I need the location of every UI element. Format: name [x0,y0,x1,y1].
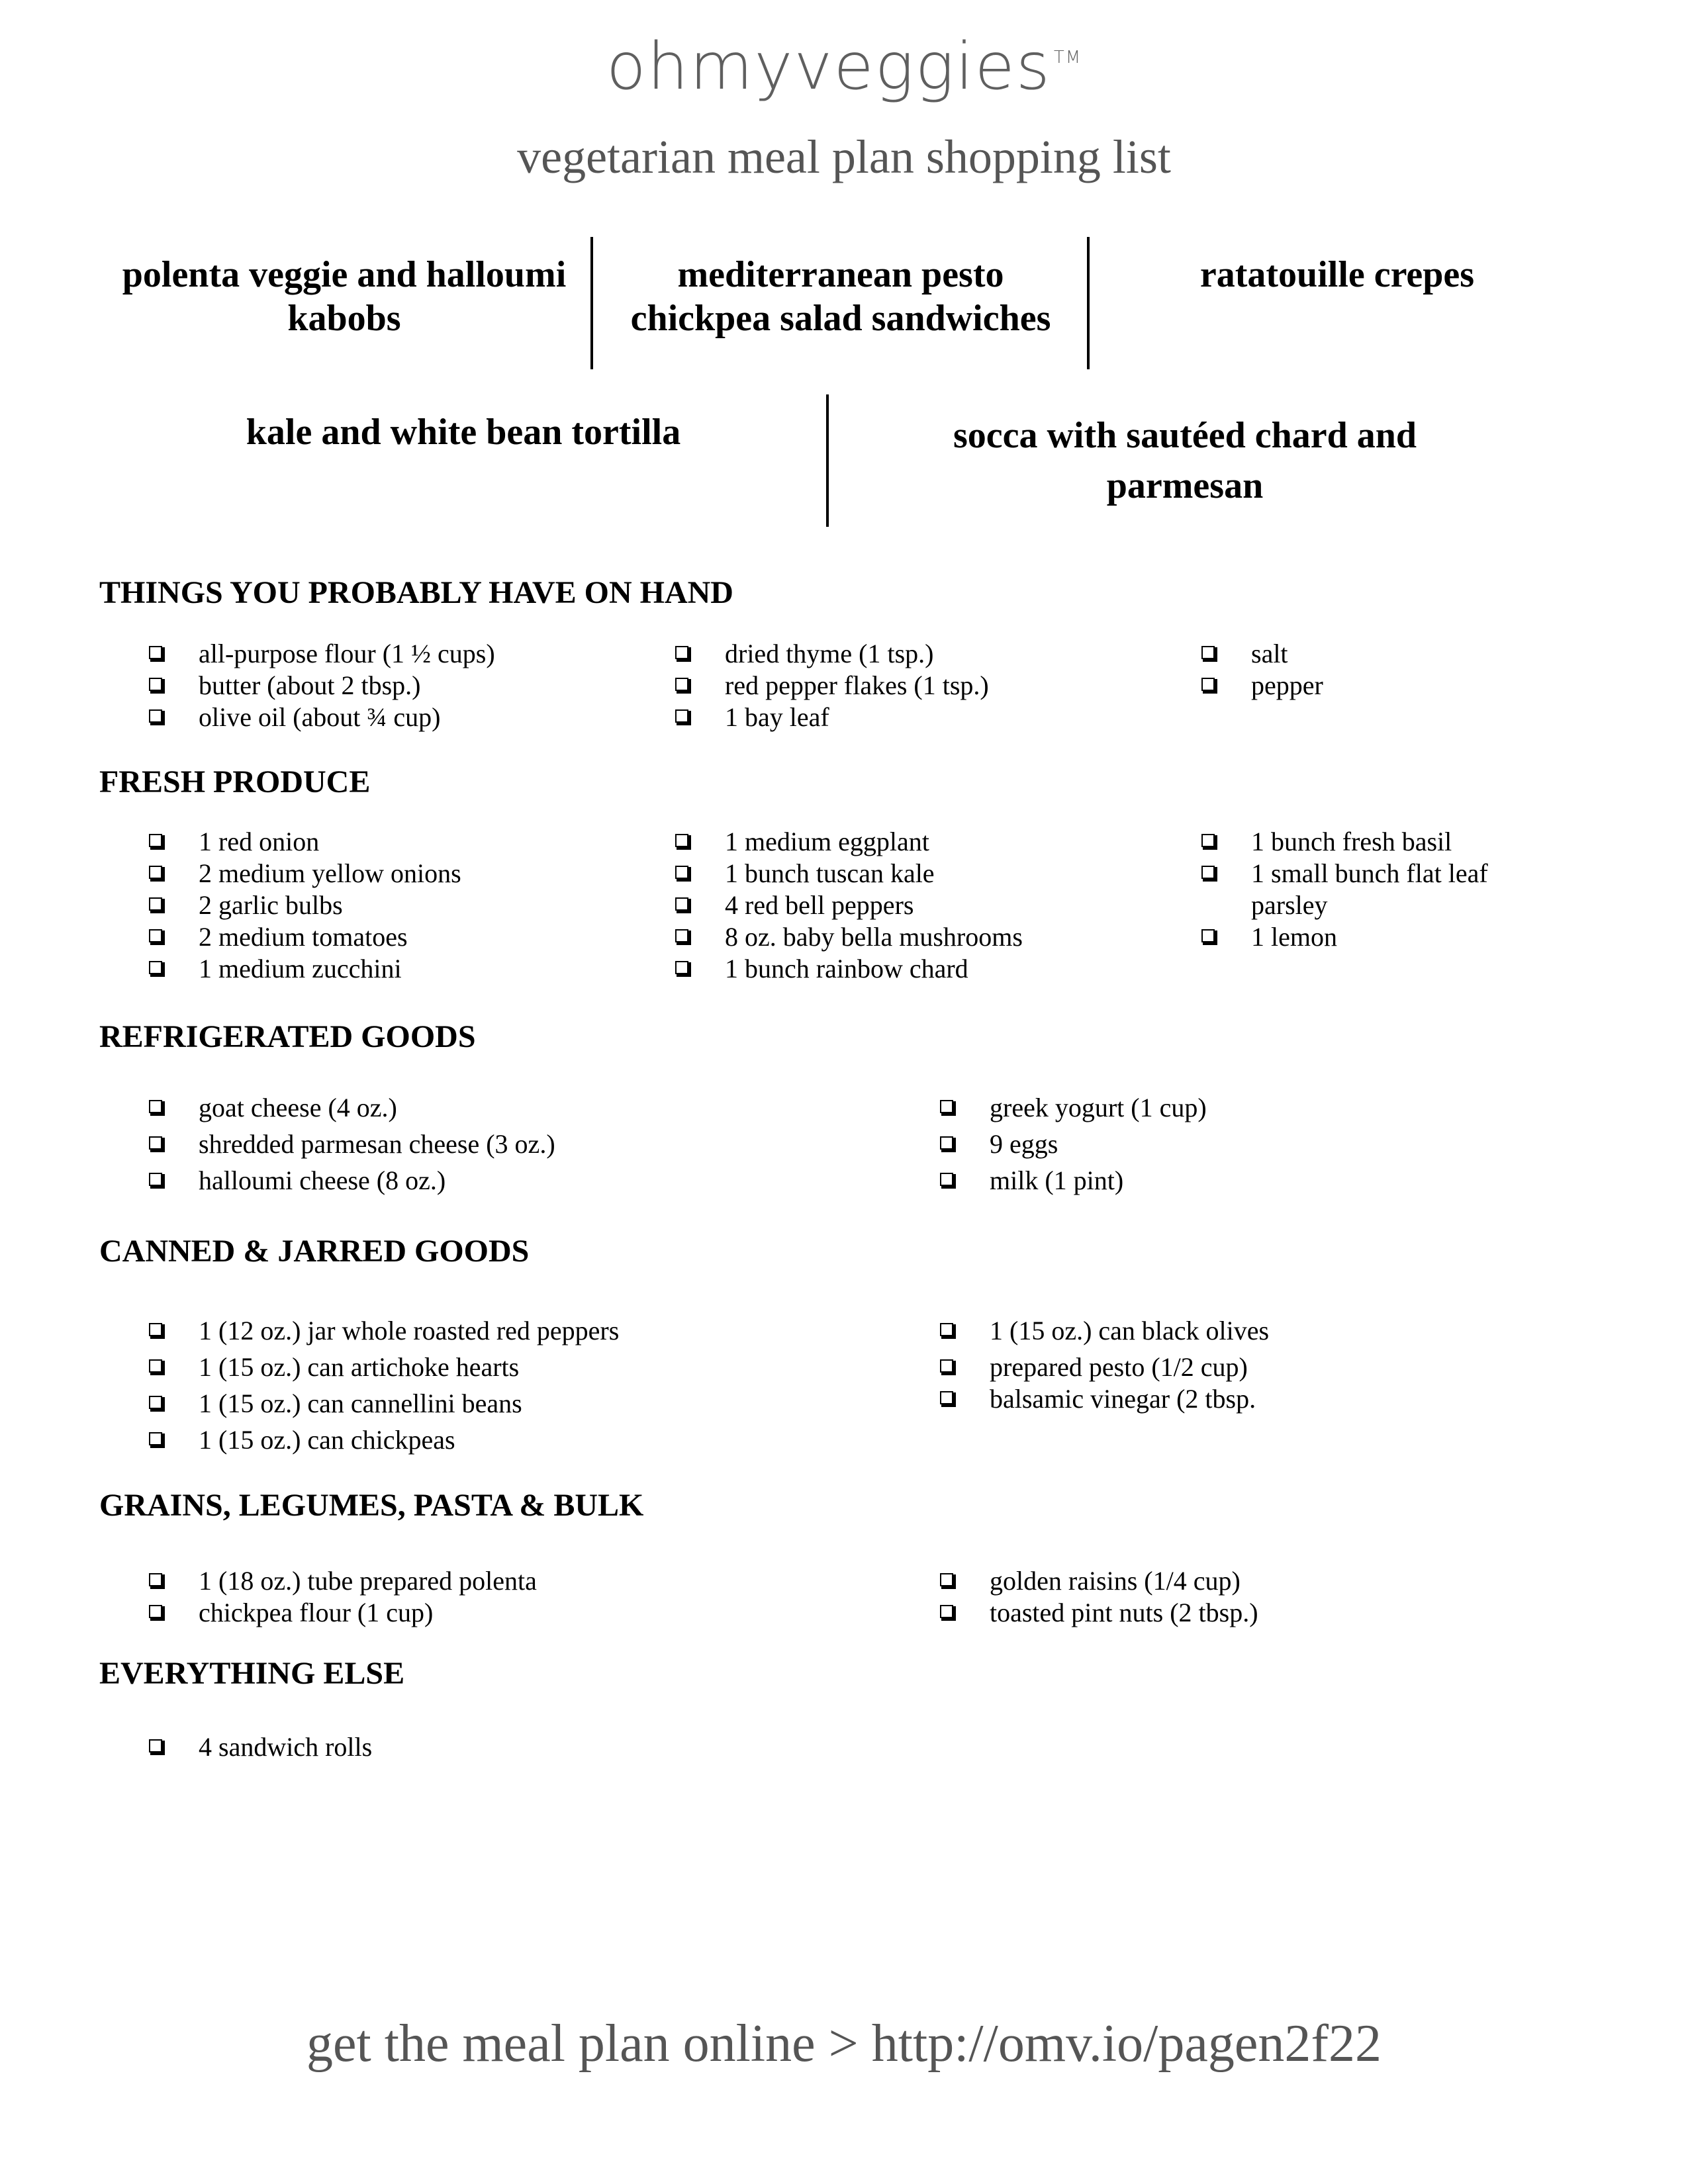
checkbox[interactable] [940,1391,953,1404]
list-item: 1 (15 oz.) can chickpeas [149,1424,877,1456]
checkbox[interactable] [940,1100,953,1113]
list-item: greek yogurt (1 cup) [940,1092,1536,1124]
section-heading: GRAINS, LEGUMES, PASTA & BULK [99,1488,644,1523]
list-item: 1 bunch rainbow chard [675,953,1152,985]
list-item: 1 medium eggplant [675,826,1152,858]
checkbox[interactable] [1201,678,1215,691]
checkbox[interactable] [149,1396,162,1409]
column-divider [1087,237,1090,369]
list-item: 1 red onion [149,826,612,858]
checkbox[interactable] [149,1605,162,1618]
list-item: butter (about 2 tbsp.) [149,670,612,702]
page-subtitle: vegetarian meal plan shopping list [517,130,1171,183]
recipe-title: ratatouille crepes [1199,254,1475,295]
column-divider [826,394,829,527]
checkbox[interactable] [149,1359,162,1373]
list-item: prepared pesto (1/2 cup) [940,1351,1536,1383]
checkbox[interactable] [675,897,688,911]
checkbox[interactable] [675,866,688,879]
list-item: 1 small bunch flat leaf parsley [1201,858,1546,921]
checkbox[interactable] [940,1323,953,1336]
recipe-title: polenta veggie and halloumi kabobs [122,254,567,339]
checkbox[interactable] [675,678,688,691]
checkbox[interactable] [149,866,162,879]
trademark: TM [1053,48,1082,68]
list-item: 9 eggs [940,1128,1536,1160]
list-item: 1 (15 oz.) can artichoke hearts [149,1351,877,1383]
recipe-title: kale and white bean tortilla [246,412,681,453]
list-item: halloumi cheese (8 oz.) [149,1165,811,1197]
list-item: 1 lemon [1201,921,1546,953]
checkbox[interactable] [940,1605,953,1618]
list-item: milk (1 pint) [940,1165,1536,1197]
list-item: 4 red bell peppers [675,889,1152,921]
list-item: 4 sandwich rolls [149,1731,877,1763]
list-item: 2 garlic bulbs [149,889,612,921]
checkbox[interactable] [675,929,688,942]
checkbox[interactable] [149,1136,162,1150]
section-heading: REFRIGERATED GOODS [99,1019,476,1054]
list-item: 1 (18 oz.) tube prepared polenta [149,1565,877,1597]
section-heading: THINGS YOU PROBABLY HAVE ON HAND [99,575,733,610]
list-item: 1 (15 oz.) can cannellini beans [149,1388,877,1420]
list-item: balsamic vinegar (2 tbsp. [940,1383,1536,1415]
checkbox[interactable] [940,1573,953,1586]
checkbox[interactable] [1201,834,1215,847]
list-item: salt [1201,638,1532,670]
checkbox[interactable] [940,1136,953,1150]
list-item: 1 bunch tuscan kale [675,858,1152,889]
list-item: olive oil (about ¾ cup) [149,702,612,733]
list-item: 1 bay leaf [675,702,1139,733]
section-heading: CANNED & JARRED GOODS [99,1234,530,1269]
list-item: 8 oz. baby bella mushrooms [675,921,1152,953]
list-item: pepper [1201,670,1532,702]
list-item: toasted pint nuts (2 tbsp.) [940,1597,1536,1629]
checkbox[interactable] [149,1173,162,1186]
checkbox[interactable] [1201,866,1215,879]
logo: ohmyveggies ™ [606,29,1082,105]
checkbox[interactable] [940,1173,953,1186]
footer-link[interactable]: get the meal plan online > http://omv.io/pagen2f22 [306,2015,1382,2073]
checkbox[interactable] [149,1739,162,1752]
checkbox[interactable] [1201,646,1215,659]
checkbox[interactable] [149,646,162,659]
checkbox[interactable] [149,709,162,723]
checkbox[interactable] [940,1359,953,1373]
list-item: 1 (15 oz.) can black olives [940,1315,1536,1347]
checkbox[interactable] [675,709,688,723]
section-heading: FRESH PRODUCE [99,764,371,799]
list-item: dried thyme (1 tsp.) [675,638,1139,670]
list-item: 2 medium tomatoes [149,921,612,953]
checkbox[interactable] [675,961,688,974]
checkbox[interactable] [675,834,688,847]
checkbox[interactable] [149,929,162,942]
checkbox[interactable] [675,646,688,659]
list-item: 1 bunch fresh basil [1201,826,1546,858]
checkbox[interactable] [1201,929,1215,942]
list-item: 1 medium zucchini [149,953,612,985]
list-item: 1 (12 oz.) jar whole roasted red peppers [149,1315,877,1347]
checkbox[interactable] [149,1432,162,1445]
list-item: all-purpose flour (1 ½ cups) [149,638,612,670]
list-item: red pepper flakes (1 tsp.) [675,670,1139,702]
checkbox[interactable] [149,1100,162,1113]
checkbox[interactable] [149,834,162,847]
recipe-title: mediterranean pesto chickpea salad sandwiches [630,254,1051,339]
checkbox[interactable] [149,678,162,691]
checkbox[interactable] [149,961,162,974]
list-item: 2 medium yellow onions [149,858,612,889]
list-item: shredded parmesan cheese (3 oz.) [149,1128,811,1160]
column-divider [590,237,593,369]
list-item: goat cheese (4 oz.) [149,1092,811,1124]
section-heading: EVERYTHING ELSE [99,1656,405,1691]
recipe-title: socca with sautéed chard and parmesan [953,415,1417,506]
checkbox[interactable] [149,1573,162,1586]
checkbox[interactable] [149,1323,162,1336]
list-item: chickpea flour (1 cup) [149,1597,877,1629]
list-item: golden raisins (1/4 cup) [940,1565,1536,1597]
checkbox[interactable] [149,897,162,911]
